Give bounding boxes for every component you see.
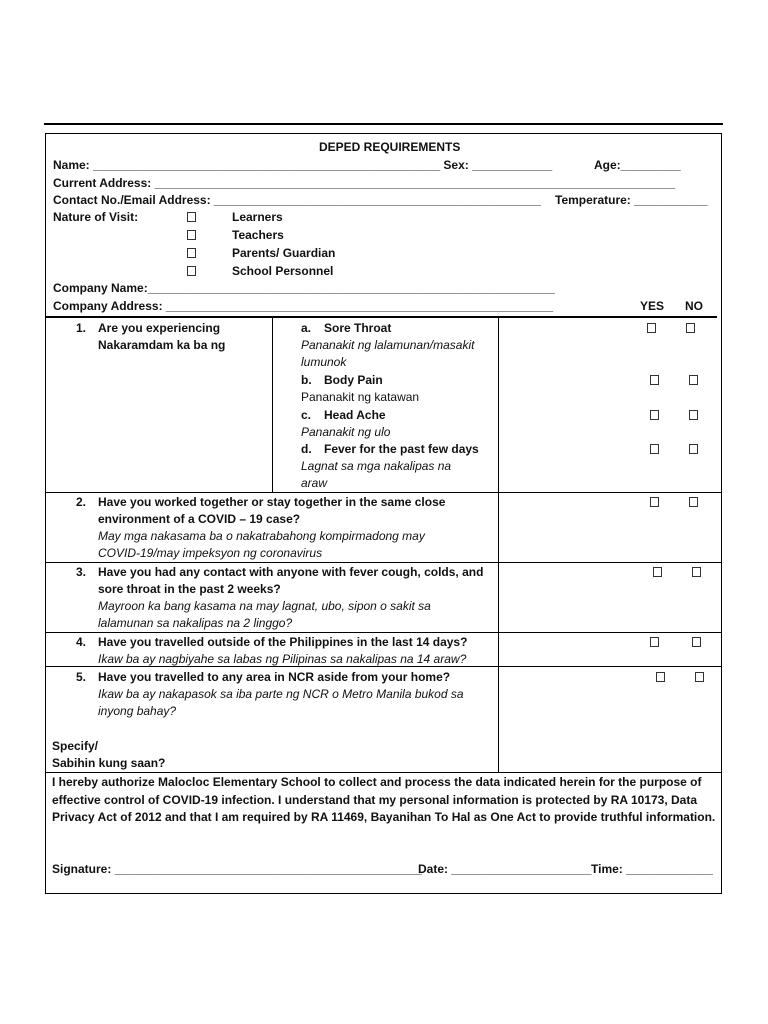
checkbox-parents[interactable] — [187, 248, 196, 258]
q4-number: 4. — [76, 635, 87, 649]
q3-tl-1: Mayroon ka bang kasama na may lagnat, ubo, sipon o sakit sa — [98, 599, 431, 613]
q3-no-checkbox[interactable] — [692, 567, 701, 577]
row-divider-3 — [46, 632, 722, 633]
consent-line-2: effective control of COVID-19 infection. I understand that my personal information is protected by RA 10173, Data — [52, 793, 698, 807]
q1d-tl-2: araw — [301, 476, 328, 490]
top-rule — [44, 123, 723, 125]
name-field[interactable]: Name: ____________________________________________________ Sex: ____________ — [53, 158, 553, 172]
q1d-letter: d. — [301, 442, 312, 456]
yes-header: YES — [640, 299, 665, 313]
q4-yes-checkbox[interactable] — [650, 637, 659, 647]
consent-line-1 — [52, 774, 701, 790]
q1d-yes-checkbox[interactable] — [650, 444, 659, 454]
company-address-field[interactable]: Company Address: __________________________________________________________ — [53, 299, 553, 313]
q1a-tl-2: lumunok — [301, 355, 347, 369]
specify-label-tl: Sabihin kung saan? — [52, 756, 166, 770]
option-teachers: Teachers — [232, 228, 284, 242]
q5-number: 5. — [76, 670, 87, 684]
q1d-no-checkbox[interactable] — [689, 444, 698, 454]
q3-number: 3. — [76, 565, 87, 579]
option-learners: Learners — [232, 210, 283, 224]
specify-label: Specify/ — [52, 739, 99, 753]
date-field[interactable]: Date: _____________________ — [418, 862, 592, 876]
q1a-no-checkbox[interactable] — [686, 323, 695, 333]
q1b-tl-1: Pananakit ng katawan — [301, 390, 420, 404]
form-title: DEPED REQUIREMENTS — [319, 140, 461, 154]
q2-tl-2: COVID-19/may impeksyon ng coronavirus — [98, 546, 323, 560]
q1c-tl-1: Pananakit ng ulo — [301, 425, 391, 439]
q3-text-1: Have you had any contact with anyone with fever cough, colds, and — [98, 565, 484, 579]
q1b-yes-checkbox[interactable] — [650, 375, 659, 385]
q5-tl-1: Ikaw ba ay nakapasok sa iba parte ng NCR o Metro Manila bukod sa — [98, 687, 464, 701]
consent-pre: I hereby authorize — [52, 775, 159, 789]
q1a-tl-1: Pananakit ng lalamunan/masakit — [301, 338, 475, 352]
consent-post: to collect and process the data indicated herein for the purpose of — [320, 775, 702, 789]
checkbox-school-personnel[interactable] — [187, 266, 196, 276]
q1a-letter: a. — [301, 321, 312, 335]
signature-field[interactable]: Signature: ______________________________________________ — [52, 862, 422, 876]
time-field[interactable]: Time: _____________ — [591, 862, 713, 876]
row-divider-2 — [46, 562, 722, 563]
q1b-no-checkbox[interactable] — [689, 375, 698, 385]
q5-tl-2: inyong bahay? — [98, 704, 177, 718]
q2-number: 2. — [76, 495, 87, 509]
answer-column-divider — [498, 318, 499, 773]
q1a-text: Sore Throat — [324, 321, 392, 335]
q1c-text: Head Ache — [324, 408, 386, 422]
q5-text-1: Have you travelled to any area in NCR aside from your home? — [98, 670, 451, 684]
row-divider-1 — [46, 492, 722, 493]
q1c-yes-checkbox[interactable] — [650, 410, 659, 420]
q1a-yes-checkbox[interactable] — [647, 323, 656, 333]
q3-text-2: sore throat in the past 2 weeks? — [98, 582, 281, 596]
table-top-rule — [46, 316, 717, 318]
q2-text-2: environment of a COVID – 19 case? — [98, 512, 301, 526]
q5-no-checkbox[interactable] — [695, 672, 704, 682]
address-field[interactable]: Current Address: ______________________________________________________________________________ — [53, 176, 676, 190]
q5-yes-checkbox[interactable] — [656, 672, 665, 682]
q3-tl-2: lalamunan sa nakalipas na 2 linggo? — [98, 616, 293, 630]
q1b-text: Body Pain — [324, 373, 383, 387]
school-name: Malocloc Elementary School — [158, 775, 321, 789]
q4-no-checkbox[interactable] — [692, 637, 701, 647]
q2-no-checkbox[interactable] — [689, 497, 698, 507]
contact-field[interactable]: Contact No./Email Address: _________________________________________________ — [53, 193, 541, 207]
q1-text-tl: Nakaramdam ka ba ng — [98, 338, 226, 352]
q1-divider — [272, 318, 273, 492]
q1b-letter: b. — [301, 373, 312, 387]
no-header: NO — [685, 299, 703, 313]
q4-tl-1: Ikaw ba ay nagbiyahe sa labas ng Pilipinas sa nakalipas na 14 araw? — [98, 652, 467, 666]
company-name-field[interactable]: Company Name:_____________________________________________________________ — [53, 281, 555, 295]
consent-line-3: Privacy Act of 2012 and that I am required by RA 11469, Bayanihan To Hal as One Act to provide truthful information. — [52, 810, 716, 824]
q1c-letter: c. — [301, 408, 312, 422]
q4-text-1: Have you travelled outside of the Philippines in the last 14 days? — [98, 635, 468, 649]
temperature-field[interactable]: Temperature: ___________ — [555, 193, 708, 207]
deped-form — [45, 133, 722, 894]
q2-text-1: Have you worked together or stay together in the same close — [98, 495, 446, 509]
option-parents: Parents/ Guardian — [232, 246, 336, 260]
q1d-text: Fever for the past few days — [324, 442, 479, 456]
row-divider-5 — [46, 772, 722, 773]
checkbox-learners[interactable] — [187, 212, 196, 222]
nature-of-visit-label: Nature of Visit: — [53, 210, 139, 224]
checkbox-teachers[interactable] — [187, 230, 196, 240]
q1d-tl-1: Lagnat sa mga nakalipas na — [301, 459, 452, 473]
option-school-personnel: School Personnel — [232, 264, 334, 278]
age-field[interactable]: Age:_________ — [594, 158, 681, 172]
q1-text: Are you experiencing — [98, 321, 221, 335]
q2-yes-checkbox[interactable] — [650, 497, 659, 507]
q3-yes-checkbox[interactable] — [653, 567, 662, 577]
q1c-no-checkbox[interactable] — [689, 410, 698, 420]
q1-number: 1. — [76, 321, 87, 335]
q2-tl-1: May mga nakasama ba o nakatrabahong kompirmadong may — [98, 529, 425, 543]
